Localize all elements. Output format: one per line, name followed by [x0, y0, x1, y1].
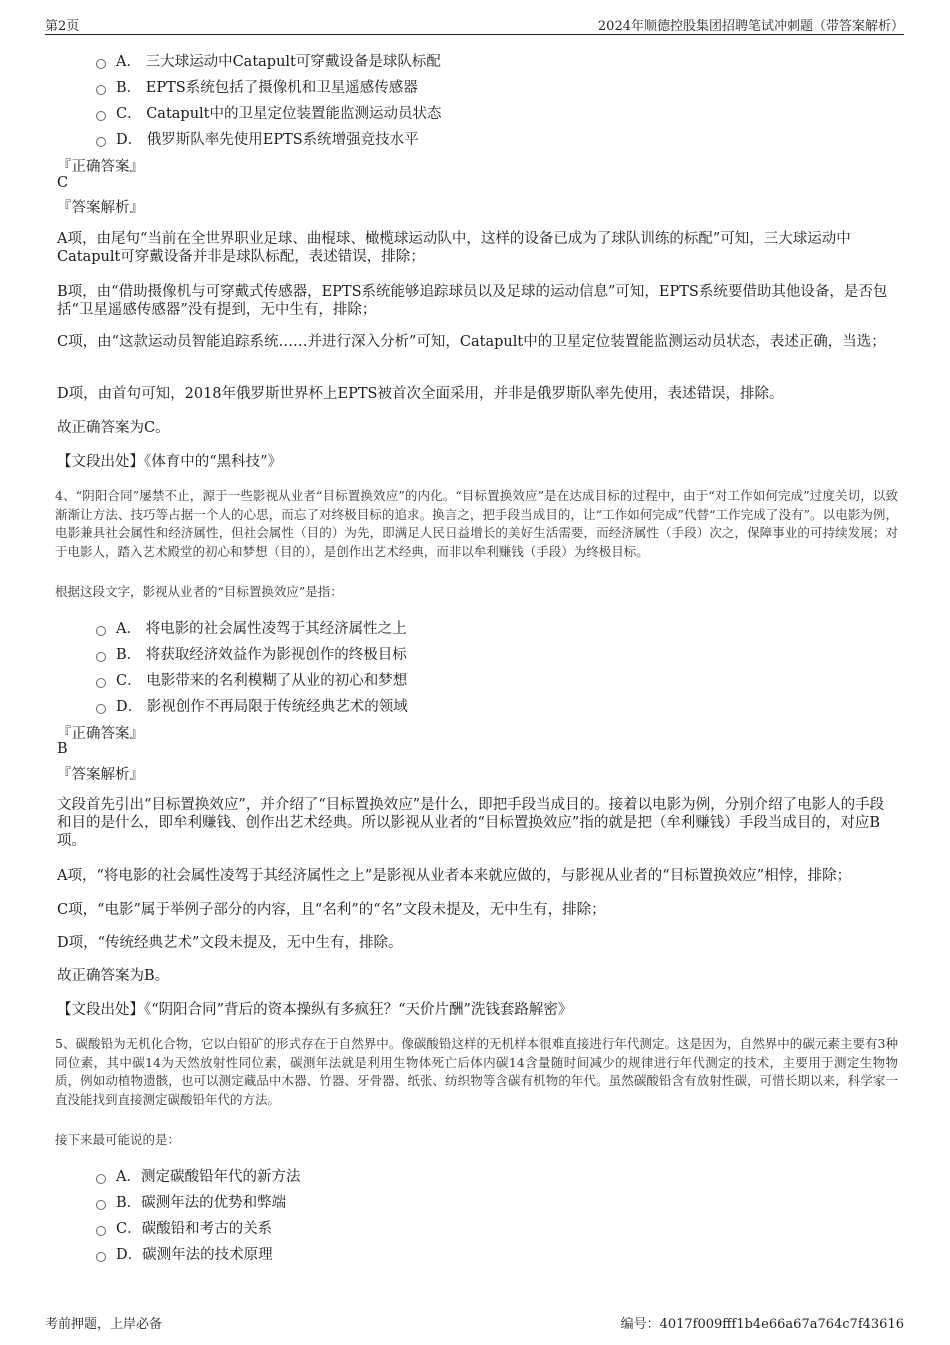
page-header — [45, 12, 904, 35]
q5-option-b[interactable]: B．碳测年法的优势和弊端 — [96, 1191, 286, 1212]
q3-option-b[interactable]: B． EPTS系统包括了摄像机和卫星遥感传感器 — [96, 76, 418, 97]
q3-option-c[interactable]: C． Catapult中的卫星定位装置能监测运动员状态 — [96, 102, 442, 123]
radio-icon[interactable] — [96, 137, 106, 147]
q4-source: 【文段出处】《“阴阳合同”背后的资本操纵有多疯狂？“天价片酬”洗钱套路解密》 — [57, 1002, 573, 1018]
radio-icon[interactable] — [96, 1200, 106, 1210]
radio-icon[interactable] — [96, 704, 106, 714]
radio-icon[interactable] — [96, 1174, 106, 1184]
q5-option-a[interactable]: A．测定碳酸铅年代的新方法 — [96, 1165, 300, 1186]
q5-question-text: 5、碳酸铅为无机化合物，它以白铅矿的形式存在于自然界中。像碳酸铅这样的无机样本很难直接进行年代测定。这是因为，自然界中的碳元素主要有3种同位素，其中碳14为天然放射性同位素，碳测年法就是利用生物体死亡后体内碳14含量随时间减少的规律进行年代测定的技术，主要用于测定生物物质，例如动植物遗骸，也可以测定藏品中木器、竹器、牙骨器、纸张、纺织物等含碳有机物的年代。虽然碳酸铅含有放射性碳，可惜长期以来，科学家一直没能找到直接测定碳酸铅年代的方法。 — [55, 1036, 898, 1107]
q3-analysis-c: C项，由“这款运动员智能追踪系统……并进行深入分析”可知，Catapult中的卫星定位装置能监测运动员状态，表述正确，当选； — [57, 334, 886, 350]
q3-analysis-b: B项，由“借助摄像机与可穿戴式传感器，EPTS系统能够追踪球员以及足球的运动信息”可知，EPTS系统要借助其他设备，是否包括“卫星遥感传感器”没有提到，无中生有，排除； — [57, 284, 888, 318]
q3-source: 【文段出处】《体育中的“黑科技”》 — [57, 454, 283, 470]
q4-analysis-label: 『答案解析』 — [57, 767, 144, 783]
radio-icon[interactable] — [96, 1252, 106, 1262]
q4-option-a[interactable]: A． 将电影的社会属性凌驾于其经济属性之上 — [96, 617, 407, 638]
footer-slogan: 考前押题，上岸必备 — [45, 1317, 163, 1332]
q3-answer: C — [57, 175, 69, 191]
radio-icon[interactable] — [96, 111, 106, 121]
q3-analysis-label: 『答案解析』 — [57, 200, 144, 216]
q5-option-c[interactable]: C．碳酸铅和考古的关系 — [96, 1217, 272, 1238]
document-id: 编号：4017f009fff1b4e66a67a764c7f43616 — [620, 1317, 904, 1332]
page-number: 第2页 — [45, 19, 80, 34]
document-title: 2024年顺德控股集团招聘笔试冲刺题（带答案解析） — [597, 19, 904, 34]
q3-option-a[interactable]: A． 三大球运动中Catapult可穿戴设备是球队标配 — [96, 50, 441, 71]
q3-analysis-d: D项，由首句可知，2018年俄罗斯世界杯上EPTS被首次全面采用，并非是俄罗斯队率先使用，表述错误，排除。 — [57, 386, 784, 402]
q4-question-text: 4、“阴阳合同”屡禁不止，源于一些影视从业者“目标置换效应”的内化。“目标置换效应”是在达成目标的过程中，由于“对工作如何完成”过度关切，以致渐渐让方法、技巧等占据一个人的心思，而忘了对终极目标的追求。换言之，把手段当成目的，让“工作如何完成”代替“工作完成了没有”。以电影为例，电影兼具社会属性和经济属性，但社会属性（目的）为先，即满足人民日益增长的美好生活需要，而经济属性（手段）次之，保障事业的可持续发展；对于电影人，踏入艺术殿堂的初心和梦想（目的），是创作出艺术经典，而非以牟利赚钱（手段）为终极目标。 — [55, 488, 898, 559]
q3-option-d[interactable]: D． 俄罗斯队率先使用EPTS系统增强竞技水平 — [96, 128, 419, 149]
q4-question-ask: 根据这段文字，影视从业者的“目标置换效应”是指： — [55, 584, 343, 599]
q4-analysis-intro: 文段首先引出“目标置换效应”，并介绍了“目标置换效应”是什么，即把手段当成目的。接着以电影为例，分别介绍了电影人的手段和目的是什么，即牟利赚钱、创作出艺术经典。所以影视从业者的“目标置换效应”指的就是把（牟利赚钱）手段当成目的，对应B项。 — [57, 797, 885, 849]
radio-icon[interactable] — [96, 678, 106, 688]
q4-answer: B — [57, 741, 68, 757]
q4-option-d[interactable]: D． 影视创作不再局限于传统经典艺术的领域 — [96, 695, 408, 716]
radio-icon[interactable] — [96, 652, 106, 662]
q3-answer-label: 『正确答案』 — [57, 159, 144, 175]
q4-analysis-a: A项，“将电影的社会属性凌驾于其经济属性之上”是影视从业者本来就应做的，与影视从业者的“目标置换效应”相悖，排除； — [57, 868, 852, 884]
q4-analysis-d: D项，“传统经典艺术”文段未提及，无中生有，排除。 — [57, 935, 403, 951]
q4-option-b[interactable]: B． 将获取经济效益作为影视创作的终极目标 — [96, 643, 407, 664]
radio-icon[interactable] — [96, 85, 106, 95]
q5-option-d[interactable]: D．碳测年法的技术原理 — [96, 1243, 273, 1264]
q4-analysis-c: C项，“电影”属于举例子部分的内容，且“名利”的“名”文段未提及，无中生有，排除； — [57, 902, 606, 918]
q4-conclusion: 故正确答案为B。 — [57, 968, 170, 984]
radio-icon[interactable] — [96, 626, 106, 636]
q4-answer-label: 『正确答案』 — [57, 726, 144, 742]
radio-icon[interactable] — [96, 59, 106, 69]
page-footer — [45, 1311, 904, 1331]
q4-option-c[interactable]: C． 电影带来的名利模糊了从业的初心和梦想 — [96, 669, 407, 690]
q3-analysis-a: A项，由尾句“当前在全世界职业足球、曲棍球、橄榄球运动队中，这样的设备已成为了球队训练的标配”可知，三大球运动中Catapult可穿戴设备并非是球队标配，表述错误，排除； — [57, 231, 851, 265]
q5-question-ask: 接下来最可能说的是： — [55, 1132, 181, 1147]
q3-conclusion: 故正确答案为C。 — [57, 420, 170, 436]
radio-icon[interactable] — [96, 1226, 106, 1236]
